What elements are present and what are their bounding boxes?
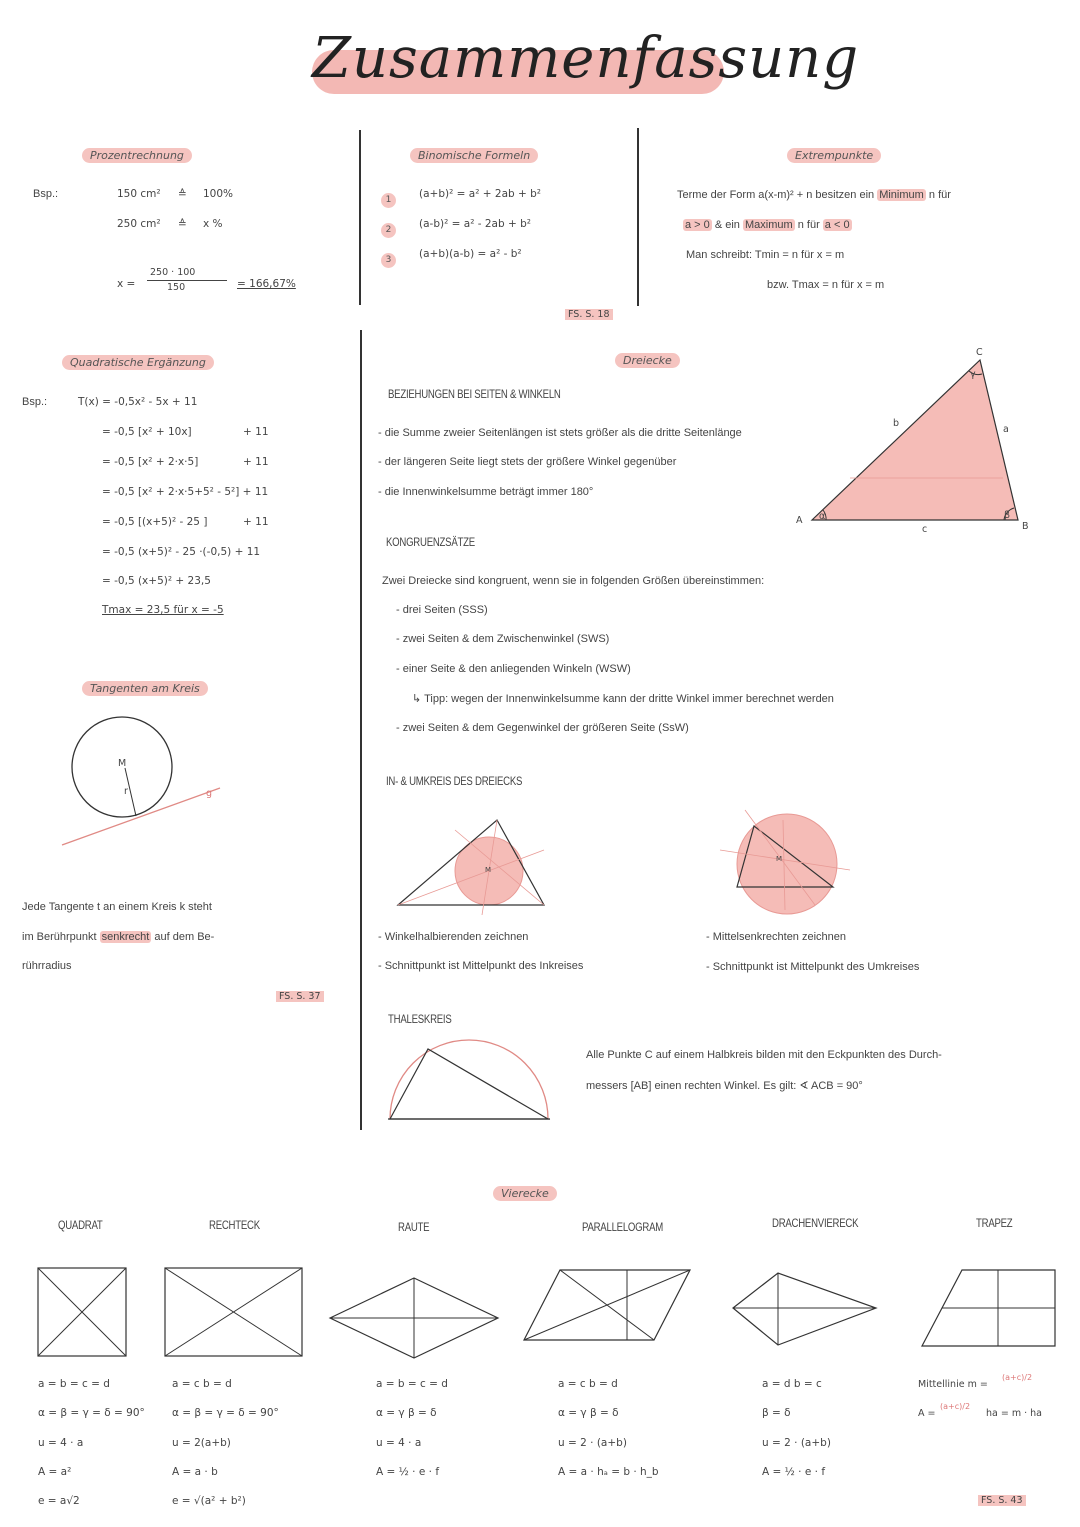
quad-line-0: T(x) = -0,5x² - 5x + 11 bbox=[78, 396, 198, 408]
extrem-cond-min: a > 0 bbox=[685, 219, 710, 231]
rechteck-f3: u = 2(a+b) bbox=[172, 1437, 231, 1449]
inkreis-step-2: - Schnittpunkt ist Mittelpunkt des Inkreises bbox=[378, 960, 584, 972]
parallelogram-name: PARALLELOGRAM bbox=[582, 1220, 663, 1234]
dreieck-angle-gamma: γ bbox=[970, 369, 976, 380]
quadrat-f3: u = 4 · a bbox=[38, 1437, 84, 1449]
drachen-f3: u = 2 · (a+b) bbox=[762, 1437, 831, 1449]
binom-num-1: 1 bbox=[381, 187, 396, 208]
tangente-text-1: Jede Tangente t an einem Kreis k steht bbox=[22, 901, 212, 913]
binom-num-2: 2 bbox=[381, 217, 396, 238]
quadrat-f4: A = a² bbox=[38, 1466, 72, 1478]
quad-line-1: = -0,5 [x² + 10x] bbox=[102, 426, 192, 438]
quad-line-4-right: + 11 bbox=[243, 516, 269, 528]
dreieck-side-b: b bbox=[893, 418, 900, 429]
extrem-line2-d: n für bbox=[797, 219, 820, 231]
binom-formula-2: (a-b)² = a² - 2ab + b² bbox=[419, 218, 531, 230]
trapez-f1-frac: (a+c)/2 bbox=[1002, 1373, 1033, 1382]
vierecke-heading: Vierecke bbox=[493, 1186, 557, 1201]
dreieck-side-a: a bbox=[1003, 424, 1009, 435]
drachen-f1: a = d b = c bbox=[762, 1378, 822, 1390]
quad-line-3: = -0,5 [x² + 2·x·5+5² - 5²] + 11 bbox=[102, 486, 269, 498]
kongruenz-ssw: - zwei Seiten & dem Gegenwinkel der größeren Seite (SsW) bbox=[396, 722, 689, 734]
prozent-x-label: x = bbox=[117, 278, 136, 290]
quad-line-2: = -0,5 [x² + 2·x·5] bbox=[102, 456, 199, 468]
trapez-f1: Mittellinie m = bbox=[918, 1379, 988, 1390]
dreieck-label-a-point: A bbox=[796, 515, 803, 526]
raute-f4: A = ½ · e · f bbox=[376, 1466, 440, 1478]
extrem-line3: Man schreibt: Tmin = n für x = m bbox=[686, 249, 845, 261]
dreieck-angle-beta: β bbox=[1004, 510, 1011, 521]
prozent-row2-right: x % bbox=[203, 218, 223, 230]
dreiecke-sub-kongruenz: KONGRUENZSÄTZE bbox=[386, 535, 475, 549]
tangente-label-m: M bbox=[118, 758, 127, 769]
tangente-label-g: g bbox=[206, 788, 213, 799]
kongruenz-wsw: - einer Seite & den anliegenden Winkeln (WSW) bbox=[396, 663, 631, 675]
rechteck-f2: α = β = γ = δ = 90° bbox=[172, 1407, 279, 1419]
prozent-row1-left: 150 cm² bbox=[117, 188, 161, 200]
quadrat-f1: a = b = c = d bbox=[38, 1378, 110, 1390]
quad-line-1-right: + 11 bbox=[243, 426, 269, 438]
umkreis-step-2: - Schnittpunkt ist Mittelpunkt des Umkreises bbox=[706, 961, 920, 973]
parallelogram-diag-2 bbox=[560, 1270, 654, 1340]
parallelogram-f3: u = 2 · (a+b) bbox=[558, 1437, 627, 1449]
thales-text-2: messers [AB] einen rechten Winkel. Es gilt: ∢ ACB = 90° bbox=[586, 1080, 863, 1092]
prozent-row1-sym: ≙ bbox=[178, 188, 187, 200]
page-title: Zusammenfassung bbox=[312, 26, 860, 91]
quad-result: Tmax = 23,5 für x = -5 bbox=[102, 604, 224, 616]
drachen-f2: β = δ bbox=[762, 1407, 791, 1419]
vierecke-ref: FS. S. 43 bbox=[978, 1495, 1026, 1506]
extrem-line2-b: & ein bbox=[714, 219, 740, 231]
dreieck-label-b-point: B bbox=[1022, 521, 1029, 532]
drachen-f4: A = ½ · e · f bbox=[762, 1466, 826, 1478]
raute-f2: α = γ β = δ bbox=[376, 1407, 437, 1419]
quadrat-name: QUADRAT bbox=[58, 1218, 103, 1232]
binom-heading: Binomische Formeln bbox=[410, 148, 538, 163]
prozent-row1-right: 100% bbox=[203, 188, 234, 200]
thales-text-1: Alle Punkte C auf einem Halbkreis bilden mit den Eckpunkten des Durch- bbox=[586, 1049, 942, 1061]
kongruenz-tipp: ↳ Tipp: wegen der Innenwinkelsumme kann der dritte Winkel immer berechnet werden bbox=[412, 693, 834, 705]
quadrat-f2: α = β = γ = δ = 90° bbox=[38, 1407, 145, 1419]
kongruenz-sss: - drei Seiten (SSS) bbox=[396, 604, 488, 616]
extrem-heading: Extrempunkte bbox=[787, 148, 881, 163]
parallelogram-f1: a = c b = d bbox=[558, 1378, 618, 1390]
dreiecke-sub-thales: THALESKREIS bbox=[388, 1012, 452, 1026]
extrem-minimum: Minimum bbox=[879, 189, 924, 201]
extrem-maximum: Maximum bbox=[744, 219, 793, 231]
umkreis-label-m: M bbox=[776, 855, 783, 863]
umkreis-step-1: - Mittelsenkrechten zeichnen bbox=[706, 931, 847, 943]
prozent-numerator: 250 · 100 bbox=[150, 267, 196, 278]
prozent-denominator: 150 bbox=[167, 282, 186, 293]
trapez-f2-frac: (a+c)/2 bbox=[940, 1402, 971, 1411]
trapez-f2-rest: ha = m · ha bbox=[986, 1408, 1042, 1419]
parallelogram-f4: A = a · hₐ = b · h_b bbox=[558, 1466, 659, 1478]
tangente-text-2c: auf dem Be- bbox=[154, 931, 215, 943]
tangente-heading: Tangenten am Kreis bbox=[82, 681, 208, 696]
trapez-f2: A = bbox=[918, 1408, 936, 1419]
dreiecke-bez-3: - die Innenwinkelsumme beträgt immer 180° bbox=[378, 486, 594, 498]
inkreis-step-1: - Winkelhalbierenden zeichnen bbox=[378, 931, 529, 943]
dreiecke-sub-inumkreis: IN- & UMKREIS DES DREIECKS bbox=[386, 774, 523, 788]
rechteck-f1: a = c b = d bbox=[172, 1378, 232, 1390]
extrem-line1-a: Terme der Form a(x-m)² + n besitzen ein bbox=[677, 189, 875, 201]
kongruenz-intro: Zwei Dreiecke sind kongruent, wenn sie in folgenden Größen übereinstimmen: bbox=[382, 575, 765, 587]
quadrat-f5: e = a√2 bbox=[38, 1495, 80, 1507]
quad-bsp: Bsp.: bbox=[22, 396, 48, 408]
rechteck-f4: A = a · b bbox=[172, 1466, 218, 1478]
rechteck-f5: e = √(a² + b²) bbox=[172, 1495, 246, 1507]
binom-num-3: 3 bbox=[381, 247, 396, 268]
tangente-text-3: rührradius bbox=[22, 960, 72, 972]
dreiecke-bez-1: - die Summe zweier Seitenlängen ist stets größer als die dritte Seitenlänge bbox=[378, 427, 742, 439]
tangente-ref: FS. S. 37 bbox=[276, 991, 324, 1002]
drachen-name: DRACHENVIERECK bbox=[772, 1216, 859, 1230]
extrem-line1-c: n für bbox=[928, 189, 951, 201]
tangente-senkrecht: senkrecht bbox=[101, 931, 150, 943]
binom-formula-3: (a+b)(a-b) = a² - b² bbox=[419, 248, 522, 260]
prozent-bsp: Bsp.: bbox=[33, 188, 59, 200]
quad-line-4: = -0,5 [(x+5)² - 25 ] bbox=[102, 516, 208, 528]
quad-line-5: = -0,5 (x+5)² - 25 ·(-0,5) + 11 bbox=[102, 546, 261, 558]
quad-line-6: = -0,5 (x+5)² + 23,5 bbox=[102, 575, 211, 587]
trapez-name: TRAPEZ bbox=[976, 1216, 1013, 1230]
quad-heading: Quadratische Ergänzung bbox=[62, 355, 214, 370]
raute-f1: a = b = c = d bbox=[376, 1378, 448, 1390]
raute-f3: u = 4 · a bbox=[376, 1437, 422, 1449]
dreiecke-heading: Dreiecke bbox=[615, 353, 680, 368]
dreieck-side-c: c bbox=[922, 524, 928, 535]
prozent-result: = 166,67% bbox=[237, 278, 296, 290]
rechteck-name: RECHTECK bbox=[209, 1218, 260, 1232]
tangente-label-r: r bbox=[124, 786, 128, 797]
prozent-row2-sym: ≙ bbox=[178, 218, 187, 230]
drachen-shape bbox=[733, 1273, 876, 1345]
dreieck-angle-alpha: α bbox=[819, 511, 826, 522]
raute-name: RAUTE bbox=[398, 1220, 430, 1234]
parallelogram-f2: α = γ β = δ bbox=[558, 1407, 619, 1419]
prozent-heading: Prozentrechnung bbox=[82, 148, 192, 163]
inkreis-label-m: M bbox=[485, 866, 492, 874]
quad-line-2-right: + 11 bbox=[243, 456, 269, 468]
tangente-text-2a: im Berührpunkt bbox=[22, 931, 97, 943]
dreiecke-sub-beziehungen: BEZIEHUNGEN BEI SEITEN & WINKELN bbox=[388, 387, 561, 401]
kongruenz-sws: - zwei Seiten & dem Zwischenwinkel (SWS) bbox=[396, 633, 610, 645]
extrem-cond-max: a < 0 bbox=[824, 219, 850, 231]
binom-formula-1: (a+b)² = a² + 2ab + b² bbox=[419, 188, 542, 200]
extrem-line4: bzw. Tmax = n für x = m bbox=[767, 279, 885, 291]
binom-ref: FS. S. 18 bbox=[565, 309, 613, 320]
dreiecke-bez-2: - der längeren Seite liegt stets der größere Winkel gegenüber bbox=[378, 456, 677, 468]
dreieck-label-c-point: C bbox=[976, 347, 983, 358]
prozent-row2-left: 250 cm² bbox=[117, 218, 161, 230]
